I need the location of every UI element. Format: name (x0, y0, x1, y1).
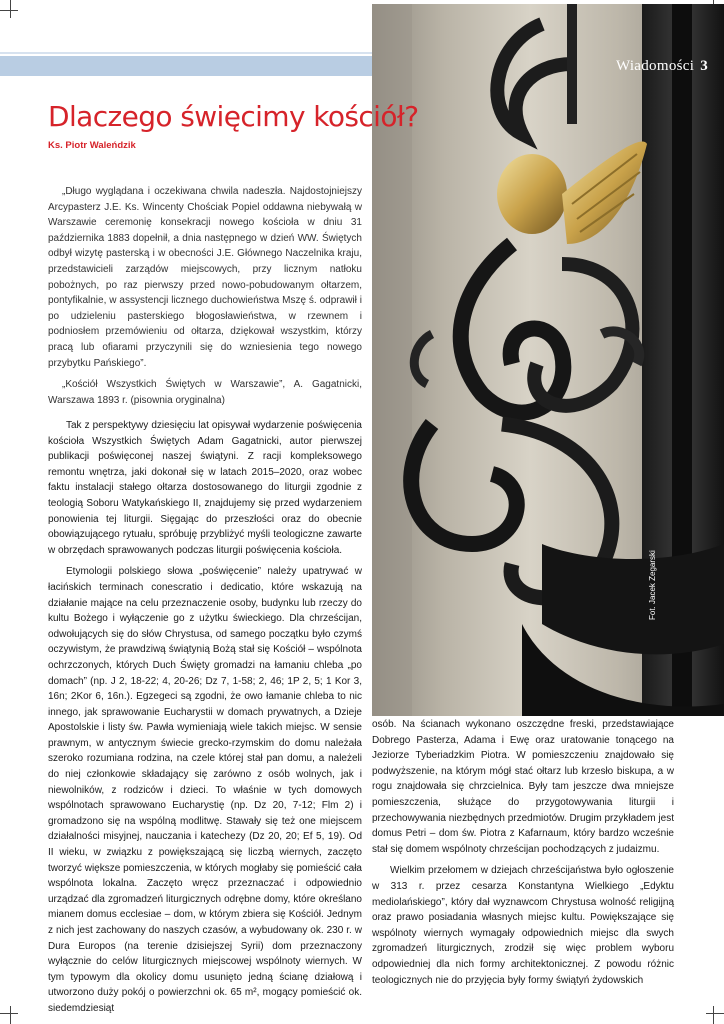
crop-mark (706, 1013, 724, 1014)
body-column-left (48, 418, 362, 1023)
paragraph: Tak z perspektywy dziesięciu lat opisywał wydarzenie poświęcenia kościoła Wszystkich Świętych Adam Gagatnicki, autor pierwszej publikacji poświęconej naszej świątyni. Z racji kompleksowego remontu wnętrza, jaki dokonał się w latach 2015–2020, oraz wobec faktu instalacji stałego ołtarza dostosowanego do liturgii zgodnie z teologią Soboru Watykańskiego II, znajdujemy się przed wydarzeniem ponowienia tej liturgii. Sięgając do przeszłości oraz do obecnie obowiązującego rytuału, spróbuję przybliżyć myśli teologiczne zawarte w obrzędach sprawowanych podczas liturgii poświęcenia kościoła. (48, 420, 362, 556)
crop-mark (713, 1006, 714, 1024)
ornament-illustration (372, 4, 724, 716)
crop-mark (10, 0, 11, 18)
crop-mark (0, 1013, 18, 1014)
paragraph: osób. Na ścianach wykonano oszczędne freski, przedstawiające Dobrego Pasterza, Adama i Ewę oraz uratowanie tonącego na Jeziorze Tyberiadzkim Piotra. W pomieszczeniu znajdowało się podwyższenie, na którym mógł stać ołtarz lub krzesło biskupa, a w rogu znajdowała się chrzcielnica. Były tam jeszcze dwa mniejsze pomieszczenia, służące do przygotowywania liturgii i przechowywania niezbędnych przedmiotów. Drugim przykładem jest domus Petri – dom św. Piotra z Kafarnaum, który bardzo wcześnie stał się domem wspólnoty chrześcijan pochodzących z judaizmu. (372, 719, 674, 855)
quote-text: „Długo wyglądana i oczekiwana chwila nadeszła. Najdostojniejszy Arcypasterz J.E. Ks. Wincenty Chościak Popiel oddawna niebywałą w Warszawie ceremonię konsekracji nowego kościoła w dniu 31 października 1883 dopełnił, a dnia następnego w dzień WW. Świętych odbył wizytę pasterską i w obecności J.E. Głównego Naczelnika kraju, przedstawicieli zarządów miejscowych, przy licznym natłoku pobożnych, po raz pierwszy przed nowo-pobudowanym ołtarzem, pontyfikalnie, w assystencji licznego duchowieństwa Mszę ś. odprawił i po udzieleniu pasterskiego błogosławieństwa, w rzewnem i podniosłem przemówieniu od ołtarza, dziękował wszystkim, którzy pracą lub ofiarami przyczynili się do wzniesienia tego nowego przybytku Pańskiego”. (48, 186, 362, 369)
crop-mark (0, 10, 18, 11)
chandelier-photo (372, 4, 724, 716)
body-column-right (372, 717, 674, 994)
page-number: 3 (700, 58, 708, 74)
article-title: Dlaczego święcimy kościół? (48, 100, 419, 133)
section-header (616, 56, 708, 76)
photo-credit: Fot. Jacek Zegarski (648, 550, 657, 620)
opening-quote (48, 184, 362, 414)
article-author: Ks. Piotr Waleńdzik (48, 140, 136, 151)
quote-source: „Kościół Wszystkich Świętych w Warszawie”, A. Gagatnicki, Warszawa 1893 r. (pisownia oryginalna) (48, 379, 362, 406)
section-name: Wiadomości (615, 58, 695, 74)
crop-mark (10, 1006, 11, 1024)
paragraph: Wielkim przełomem w dziejach chrześcijaństwa było ogłoszenie w 313 r. przez cesarza Konstantyna Wielkiego „Edyktu mediolańskiego”, który dał wyznawcom Chrystusa wolność religijną oraz prawo posiadania własnych miejsc kultu. Powiększające się wspólnoty wiernych wymagały odpowiednich miejsc dla swych zgromadzeń liturgicznych, zrodził się więc problem wyboru odpowiedniej dla nich formy architektonicznej. Z powodu różnic teologicznych nie do przyjęcia były formy świątyń żydowskich (372, 865, 674, 986)
paragraph: Etymologii polskiego słowa „poświęcenie” należy upatrywać w łacińskich terminach conescratio i dedicatio, które wskazują na działanie mające na celu przeznaczenie osoby, budynku lub rzeczy do kultu Bożego i wyłączenie go z użytku świeckiego. Dla chrześcijan, odwołujących się do słów Chrystusa, od samego początku było czymś oczywistym, że prawdziwą świątynią Bożą stał się Kościół – wspólnota ochrzczonych, których Duch Święty gromadzi na łamaniu chleba „po domach” (np. J 2, 18-22; 4, 20-26; Dz 7, 1-58; 2, 46; 1P 2, 5; 1 Kor 3, 16n; 2Kor 6, 16n.). Egzegeci są zgodni, że owo łamanie chleba to nic innego, jak sprawowanie Eucharystii w domach prywatnych, a Dzieje Apostolskie i listy św. Pawła wymieniają wiele takich miejsc. W sensie prawnym, w antycznym świecie grecko-rzymskim do domu należała szeroko rozumiana rodzina, na czele której stał pan domu, a należeli do niej członkowie składający się zarówno z osób wolnych, jak i niewolników, z rodziców i dzieci. To właśnie w tych domowych wspólnotach sprawowano Eucharystię (np. Dz 20, 7-12; Flm 2) i gromadzono się na wspólną modlitwę. Stawały się też one miejscem działalności misyjnej, nauczania i katechezy (Dz 20, 20; Ef 5, 19). Od II wieku, w związku z powiększającą się liczbą wiernych, zaczęto tworzyć większe pomieszczenia, w których mogłaby się pomieścić cała wspólnota lokalna. Zaczęto wręcz przeznaczać i odpowiednio urządzać dla zgromadzeń liturgicznych odrębne domy, które określano mianem domus ecclesiae – dom, w którym zbiera się Kościół. Jednym z nich jest zachowany do naszych czasów, a wybudowany ok. 230 r. w Dura Europos (na terenie dzisiejszej Syrii) dom przeznaczony wyłącznie do celów liturgicznych miejscowej wspólnoty wiernych. W tym typowym dla okolicy domu usunięto jedną ścianę działową i utworzono duży pokój o powierzchni ok. 65 m², mogący pomieścić ok. siedemdziesiąt (48, 566, 362, 1014)
